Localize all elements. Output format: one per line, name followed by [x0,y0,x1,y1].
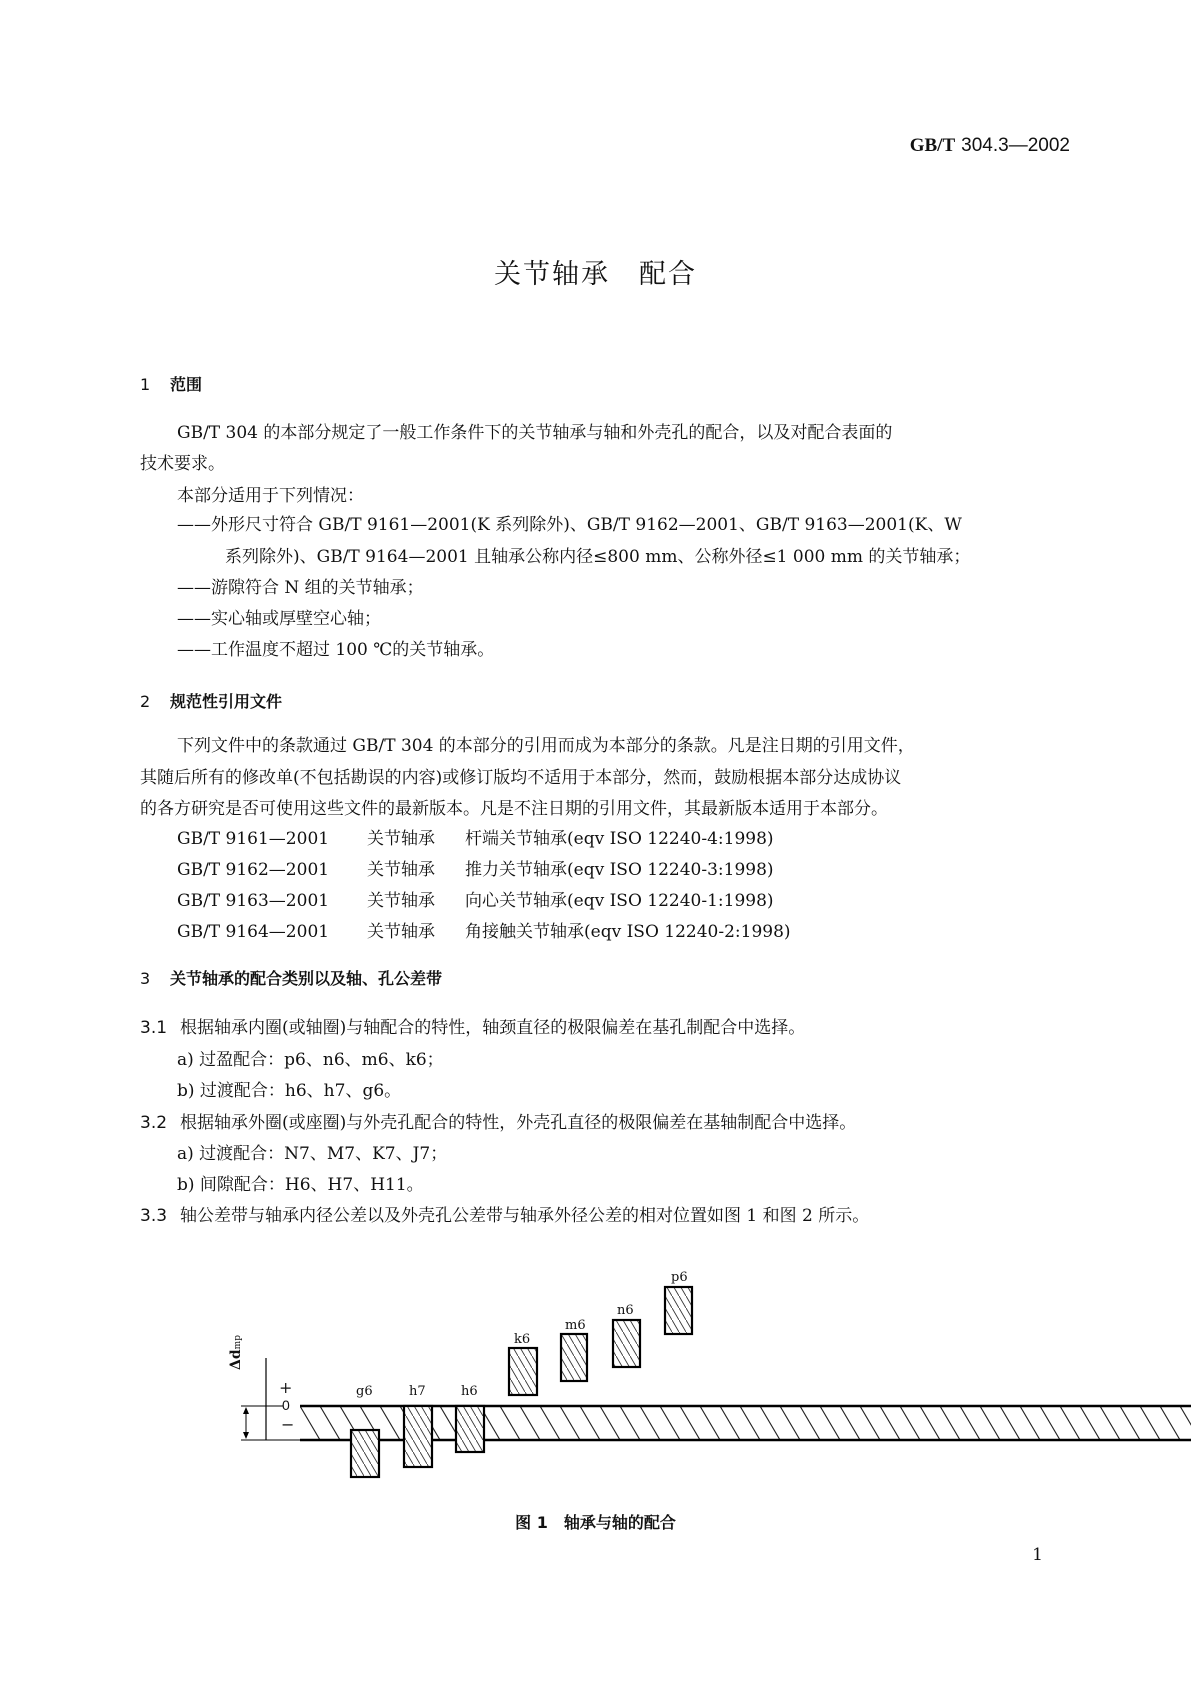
zone-label-h6: h6 [461,1384,478,1399]
reference-item: GB/T 9161—2001 关节轴承 杆端关节轴承(eqv ISO 12240-4:1998) [177,829,774,849]
reference-item: GB/T 9162—2001 关节轴承 推力关节轴承(eqv ISO 12240-3:1998) [177,860,774,880]
standard-prefix: GB/T [909,135,956,156]
scope-item: ——工作温度不超过 100 ℃的关节轴承。 [177,640,495,660]
page-number: 1 [1032,1545,1043,1565]
scope-item: ——实心轴或厚壁空心轴； [177,609,381,629]
standard-number: 304.3—2002 [961,135,1070,156]
section-1-heading: 1 范围 [140,375,203,394]
section-1-para2: 本部分适用于下列情况： [177,486,364,506]
scope-item: ——外形尺寸符合 GB/T 9161—2001(K 系列除外)、GB/T 9162—2001、GB/T 9163—2001(K、W [177,515,962,535]
reference-item: GB/T 9164—2001 关节轴承 角接触关节轴承(eqv ISO 12240-2:1998) [177,922,791,942]
section-2-heading: 2 规范性引用文件 [140,692,283,711]
section-2-para-line: 其随后所有的修改单(不包括勘误的内容)或修订版均不适用于本部分，然而，鼓励根据本部分达成协议 [140,768,902,788]
section-2-para-line: 的各方研究是否可使用这些文件的最新版本。凡是不注日期的引用文件，其最新版本适用于本部分。 [140,799,888,819]
zone-label-m6: m6 [565,1318,586,1333]
clause-3-3: 3.3 轴公差带与轴承内径公差以及外壳孔公差带与轴承外径公差的相对位置如图 1 和图 2 所示。 [140,1206,870,1226]
document-title: 关节轴承 配合 [494,259,697,290]
scope-item-continuation: 系列除外)、GB/T 9164—2001 且轴承公称内径≤800 mm、公称外径≤1 000 mm 的关节轴承； [225,547,971,567]
scope-item: ——游隙符合 N 组的关节轴承； [177,578,424,598]
zone-label-k6: k6 [514,1332,531,1347]
clause-3-1-item-b: b) 过渡配合：h6、h7、g6。 [177,1081,402,1101]
clause-3-2-item-a: a) 过渡配合：N7、M7、K7、J7； [177,1144,448,1164]
zone-label-h7: h7 [409,1384,426,1399]
reference-item: GB/T 9163—2001 关节轴承 向心关节轴承(eqv ISO 12240-1:1998) [177,891,774,911]
clause-3-2: 3.2 根据轴承外圈(或座圈)与外壳孔配合的特性，外壳孔直径的极限偏差在基轴制配合中选择。 [140,1113,857,1133]
section-3-heading: 3 关节轴承的配合类别以及轴、孔公差带 [140,969,443,988]
section-1-para1-line1: GB/T 304 的本部分规定了一般工作条件下的关节轴承与轴和外壳孔的配合，以及对配合表面的 [177,423,893,443]
axis-label-delta-dmp: Δdmp [228,1335,244,1370]
clause-3-1-item-a: a) 过盈配合：p6、n6、m6、k6； [177,1050,444,1070]
zone-label-n6: n6 [617,1303,634,1318]
clause-3-1: 3.1 根据轴承内圈(或轴圈)与轴配合的特性，轴颈直径的极限偏差在基孔制配合中选择。 [140,1018,806,1038]
zone-label-p6: p6 [671,1270,688,1285]
zero-label: 0 [282,1397,290,1413]
section-1-para1-line2: 技术要求。 [140,454,225,474]
figure-1-caption: 图 1 轴承与轴的配合 [515,1513,676,1532]
plus-sign: + [279,1378,293,1397]
zone-label-g6: g6 [356,1384,373,1399]
section-2-para-line: 下列文件中的条款通过 GB/T 304 的本部分的引用而成为本部分的条款。凡是注日期的引用文件， [177,736,915,756]
clause-3-2-item-b: b) 间隙配合：H6、H7、H11。 [177,1175,424,1195]
minus-sign: − [281,1415,295,1434]
